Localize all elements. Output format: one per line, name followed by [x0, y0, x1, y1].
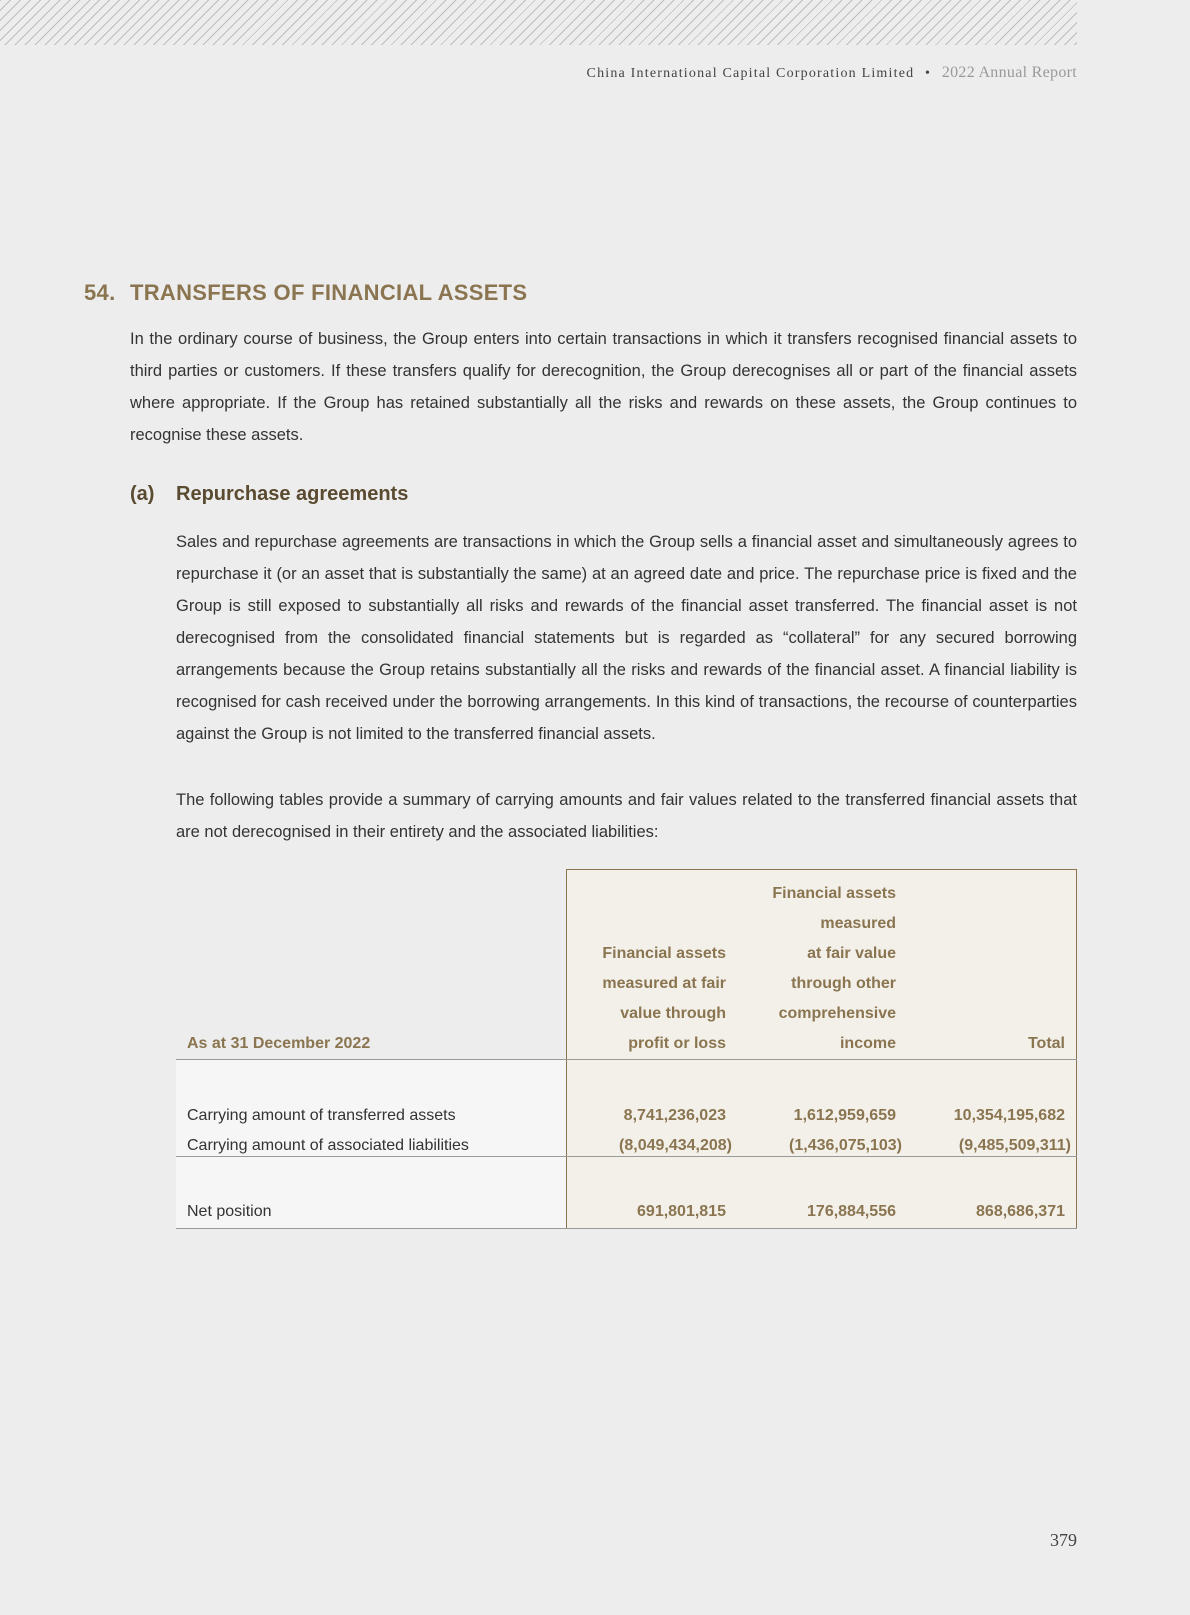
table-header-fvpl [566, 939, 726, 1059]
subsection-label: (a) [130, 483, 155, 505]
company-name: China International Capital Corporation Limited [586, 66, 915, 81]
header-separator: • [925, 66, 932, 81]
header-line: measured [820, 915, 896, 932]
row-label: Net position [187, 1203, 272, 1220]
cell-fvpl: 691,801,815 [637, 1203, 726, 1220]
cell-fvoci: (1,436,075,103) [789, 1137, 902, 1154]
cell-fvpl: 8,741,236,023 [623, 1107, 726, 1124]
repurchase-paragraph: Sales and repurchase agreements are transactions in which the Group sells a financial asset and simultaneously agrees to repurchase it (or an asset that is substantially the same) at an agreed date and price. The repurchase price is fixed and the Group is still exposed to substantially all risks and rewards of the financial asset transferred. The financial asset is not derecognised from the consolidated financial statements but is regarded as “collateral” for any secured borrowing arrangements because the Group retains substantially all the risks and rewards of the financial asset. A financial liability is recognised for cash received under the borrowing arrangements. In this kind of transactions, the recourse of counterparties against the Group is not limited to the transferred financial assets. [176, 533, 1077, 743]
section-heading [84, 280, 527, 306]
table-header-total: Total [1027, 1035, 1065, 1052]
section-title: TRANSFERS OF FINANCIAL ASSETS [130, 280, 528, 305]
page-number: 379 [1050, 1530, 1077, 1550]
cell-total: 868,686,371 [976, 1203, 1065, 1220]
cell-total: (9,485,509,311) [958, 1137, 1071, 1154]
table-subtotal-rule [176, 1156, 1077, 1157]
header-line: income [839, 1035, 896, 1052]
header-line: measured at fair [602, 975, 726, 992]
cell-total: 10,354,195,682 [953, 1107, 1065, 1124]
table-row [176, 1101, 1077, 1131]
table-row [176, 1197, 1077, 1227]
header-hatch-band [0, 0, 1077, 45]
row-label: Carrying amount of transferred assets [187, 1107, 456, 1124]
running-header [587, 64, 1077, 82]
header-line: comprehensive [778, 1005, 896, 1022]
summary-paragraph: The following tables provide a summary of carrying amounts and fair values related to the transferred financial assets that are not derecognised in their entirety and the associated liabilities: [176, 791, 1077, 841]
header-line: through other [791, 975, 896, 992]
table-header-date: As at 31 December 2022 [187, 1035, 371, 1052]
row-label: Carrying amount of associated liabilities [187, 1137, 469, 1154]
cell-fvpl: (8,049,434,208) [619, 1137, 732, 1154]
intro-paragraph: In the ordinary course of business, the Group enters into certain transactions in which it transfers recognised financial assets to third parties or customers. If these transfers qualify for derecognition, the Group derecognises all or part of the financial assets where appropriate. If the Group has retained substantially all the risks and rewards on these assets, the Group continues to recognise these assets. [130, 330, 1077, 444]
header-line: Financial assets [772, 885, 896, 902]
transferred-assets-table [176, 869, 1077, 1229]
table-header-fvoci [736, 879, 896, 1059]
cell-fvoci: 1,612,959,659 [793, 1107, 896, 1124]
header-line: value through [620, 1005, 726, 1022]
table-header-rule [176, 1059, 1077, 1060]
cell-fvoci: 176,884,556 [807, 1203, 896, 1220]
table-bottom-rule [176, 1228, 1077, 1229]
section-number: 54. [84, 280, 116, 305]
subsection-heading [130, 483, 408, 506]
header-line: Financial assets [602, 945, 726, 962]
header-line: at fair value [807, 945, 896, 962]
header-line: profit or loss [628, 1035, 726, 1052]
report-title: 2022 Annual Report [941, 64, 1077, 81]
subsection-title: Repurchase agreements [176, 483, 409, 505]
